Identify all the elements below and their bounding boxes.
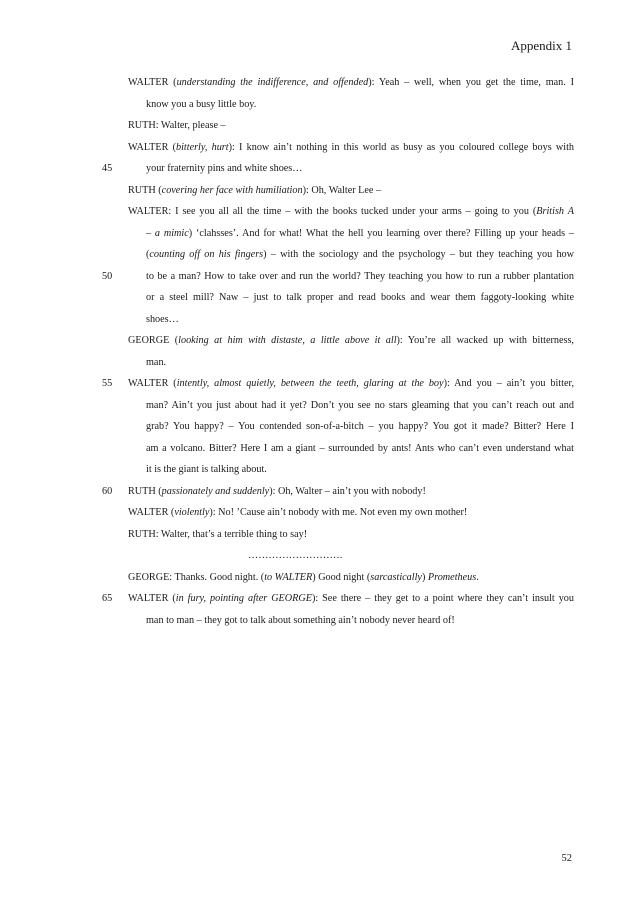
text-line: GEORGE: Thanks. Good night. (to WALTER) Good night (sarcastically) Prometheus.: [128, 571, 479, 583]
text-line: know you a busy little boy.: [146, 98, 257, 110]
text-line: 45 your fraternity pins and white shoes…: [128, 158, 574, 180]
page-header: Appendix 1: [510, 38, 572, 53]
text-line: RUTH (covering her face with humiliation): Oh, Walter Lee –: [128, 184, 382, 196]
text-line: WALTER (bitterly, hurt): I know ain’t nothing in this world as busy as you coloured college boys with: [128, 141, 574, 153]
text-line: grab? You happy? – You contended son-of-a-bitch – you happy? You got it made? Bitter? Here I: [146, 421, 574, 432]
text-line: 65 WALTER (in fury, pointing after GEORGE): See there – they get to a point where they can’t insult you: [128, 588, 574, 610]
line-number: 50: [102, 270, 113, 282]
text-line: man? Ain’t you just about had it yet? Don’t you see no stars gleaming that you can’t reach out and: [146, 399, 574, 411]
text-line: WALTER (violently): No! ’Cause ain’t nobody with me. Not even my own mother!: [128, 507, 468, 518]
text-line: 50 to be a man? How to take over and run the world? They teaching you how to run a rubber plantation: [128, 266, 574, 288]
text-line: WALTER: I see you all all the time – with the books tucked under your arms – going to you (British A: [128, 206, 574, 217]
text-line: GEORGE (looking at him with distaste, a little above it all): You’re all wacked up with bitterness,: [128, 335, 574, 346]
text-line: shoes…: [146, 313, 179, 325]
text-line: or a steel mill? Naw – just to talk proper and read books and wear them faggoty-looking white: [146, 292, 574, 303]
scene-break: ……………………….: [248, 550, 343, 561]
text-line: RUTH: Walter, please –: [128, 120, 226, 131]
play-excerpt: [102, 72, 575, 631]
text-line: RUTH: Walter, that’s a terrible thing to say!: [128, 528, 308, 540]
line-number: 65: [102, 593, 113, 604]
text-line: am a volcano. Bitter? Here I am a giant – surrounded by ants! Ants who can’t even understand what: [146, 442, 574, 454]
line-number: 55: [102, 378, 113, 389]
text-line: (counting off on his fingers) – with the sociology and the psychology – but they teaching you how: [146, 249, 574, 260]
line-number: 60: [102, 485, 113, 497]
text-line: 55 WALTER (intently, almost quietly, between the teeth, glaring at the boy): And you – ain’t you bitter,: [128, 373, 574, 395]
line-number: 45: [102, 163, 113, 174]
text-line: man to man – they got to talk about something ain’t nobody never heard of!: [146, 614, 455, 626]
text-line: WALTER (understanding the indifference, and offended): Yeah – well, when you get the time, man. I: [128, 77, 574, 88]
text-line: – a mimic) ‘clahsses’. And for what! What the hell you learning over there? Filling up your heads –: [146, 227, 574, 239]
text-line: it is the giant is talking about.: [146, 464, 267, 475]
page-number: 52: [561, 853, 572, 864]
text-line: 60 RUTH (passionately and suddenly): Oh, Walter – ain’t you with nobody!: [128, 481, 574, 503]
text-line: man.: [146, 356, 167, 368]
